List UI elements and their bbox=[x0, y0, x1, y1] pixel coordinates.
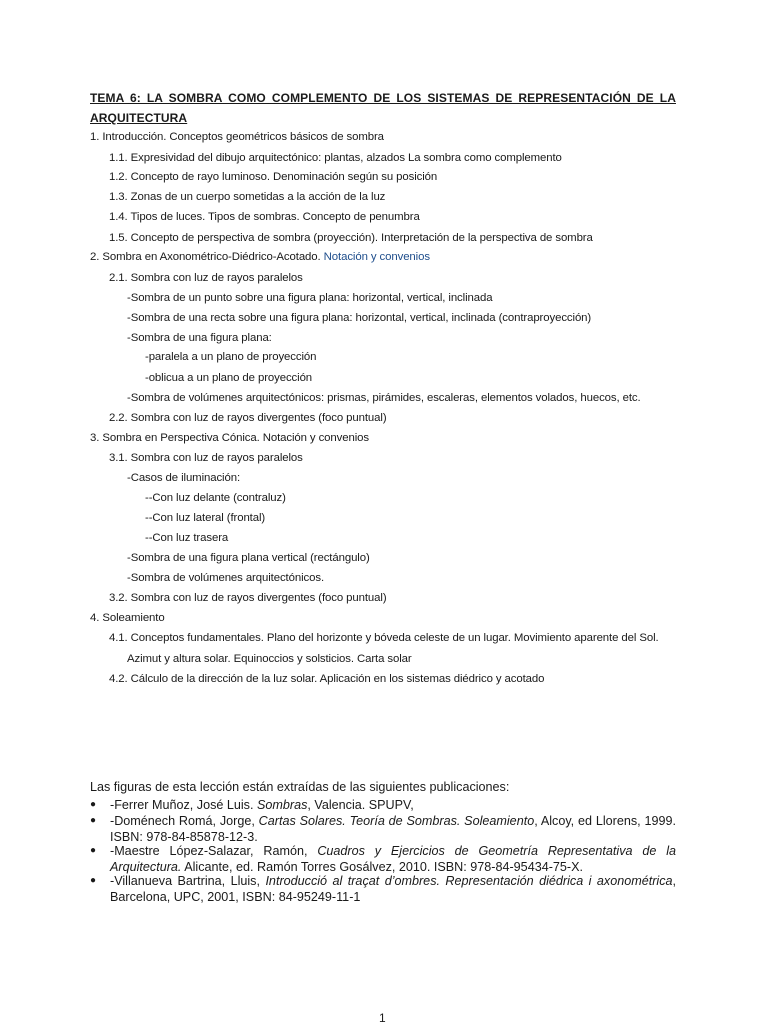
bullet-icon: ● bbox=[90, 875, 97, 886]
outline-item: 1.1. Expresividad del dibujo arquitectónico: plantas, alzados La sombra como complemento bbox=[109, 152, 562, 164]
outline-item: 1. Introducción. Conceptos geométricos básicos de sombra bbox=[90, 131, 384, 143]
outline-item: -Sombra de una recta sobre una figura plana: horizontal, vertical, inclinada (contraproyección) bbox=[127, 312, 592, 324]
outline-item: 2.2. Sombra con luz de rayos divergentes (foco puntual) bbox=[109, 412, 387, 424]
outline-item: 4.1. Conceptos fundamentales. Plano del horizonte y bóveda celeste de un lugar. Movimiento aparente del Sol. bbox=[109, 632, 659, 644]
outline-item: 1.3. Zonas de un cuerpo sometidas a la acción de la luz bbox=[109, 191, 386, 203]
outline-item: --Con luz lateral (frontal) bbox=[145, 512, 266, 524]
outline-item: 2.1. Sombra con luz de rayos paralelos bbox=[109, 272, 303, 284]
bibliography-item: ● -Maestre López-Salazar, Ramón, Cuadros y Ejercicios de Geometría Representativa de la Arquitectura. Alicante, ed. Ramón Torres Gosálvez, 2010. ISBN: 978-84-95434-75-X. bbox=[90, 844, 677, 874]
bullet-icon: ● bbox=[90, 815, 97, 826]
outline-item: -Sombra de volúmenes arquitectónicos. bbox=[127, 572, 325, 584]
outline-item: 1.2. Concepto de rayo luminoso. Denominación según su posición bbox=[109, 171, 438, 183]
outline-item: -Casos de iluminación: bbox=[127, 472, 241, 484]
outline-item: --Con luz delante (contraluz) bbox=[145, 492, 286, 504]
outline-item: -Sombra de una figura plana: bbox=[127, 332, 272, 344]
bibliography-item: ● -Doménech Romá, Jorge, Cartas Solares. Teoría de Sombras. Soleamiento, Alcoy, ed Llorens, 1999. ISBN: 978-84-85878-12-3. bbox=[90, 814, 676, 844]
outline-item: 1.5. Concepto de perspectiva de sombra (proyección). Interpretación de la perspectiva de sombra bbox=[109, 232, 593, 244]
document-title: TEMA 6: LA SOMBRA COMO COMPLEMENTO DE LOS SISTEMAS DE REPRESENTACIÓN DE LA ARQUITECTURA bbox=[90, 91, 676, 125]
bibliography-item: ● -Ferrer Muñoz, José Luis. Sombras, Valencia. SPUPV, bbox=[90, 798, 414, 812]
bullet-icon: ● bbox=[90, 845, 97, 856]
outline-item: -paralela a un plano de proyección bbox=[145, 351, 317, 363]
outline-item: 1.4. Tipos de luces. Tipos de sombras. Concepto de penumbra bbox=[109, 211, 420, 223]
outline-item: -oblicua a un plano de proyección bbox=[145, 372, 313, 384]
outline-item: 3.1. Sombra con luz de rayos paralelos bbox=[109, 452, 303, 464]
outline-item: 3.2. Sombra con luz de rayos divergentes (foco puntual) bbox=[109, 592, 387, 604]
page-number: 1 bbox=[379, 1011, 386, 1025]
outline-item: Azimut y altura solar. Equinoccios y solsticios. Carta solar bbox=[127, 653, 412, 665]
outline-item: 4. Soleamiento bbox=[90, 612, 165, 624]
outline-item: --Con luz trasera bbox=[145, 532, 229, 544]
notation-link[interactable]: Notación y convenios bbox=[323, 251, 430, 263]
outline-item: 3. Sombra en Perspectiva Cónica. Notación y convenios bbox=[90, 432, 369, 444]
bibliography-item: ● -Villanueva Bartrina, Lluis, Introducció al traçat d’ombres. Representación diédrica i axonométrica, Barcelona, UPC, 2001, ISBN: 84-95249-11-1 bbox=[90, 874, 676, 904]
outline-item: -Sombra de un punto sobre una figura plana: horizontal, vertical, inclinada bbox=[127, 292, 493, 304]
outline-item: 4.2. Cálculo de la dirección de la luz solar. Aplicación en los sistemas diédrico y acotado bbox=[109, 673, 545, 685]
outline-item: -Sombra de una figura plana vertical (rectángulo) bbox=[127, 552, 370, 564]
bullet-icon: ● bbox=[90, 799, 97, 810]
outline-item bbox=[90, 250, 430, 264]
outline-item-text: 2. Sombra en Axonométrico-Diédrico-Acotado. bbox=[90, 251, 324, 263]
outline-item: -Sombra de volúmenes arquitectónicos: prismas, pirámides, escaleras, elementos volados, huecos, etc. bbox=[127, 392, 641, 404]
publications-heading: Las figuras de esta lección están extraídas de las siguientes publicaciones: bbox=[90, 780, 510, 794]
